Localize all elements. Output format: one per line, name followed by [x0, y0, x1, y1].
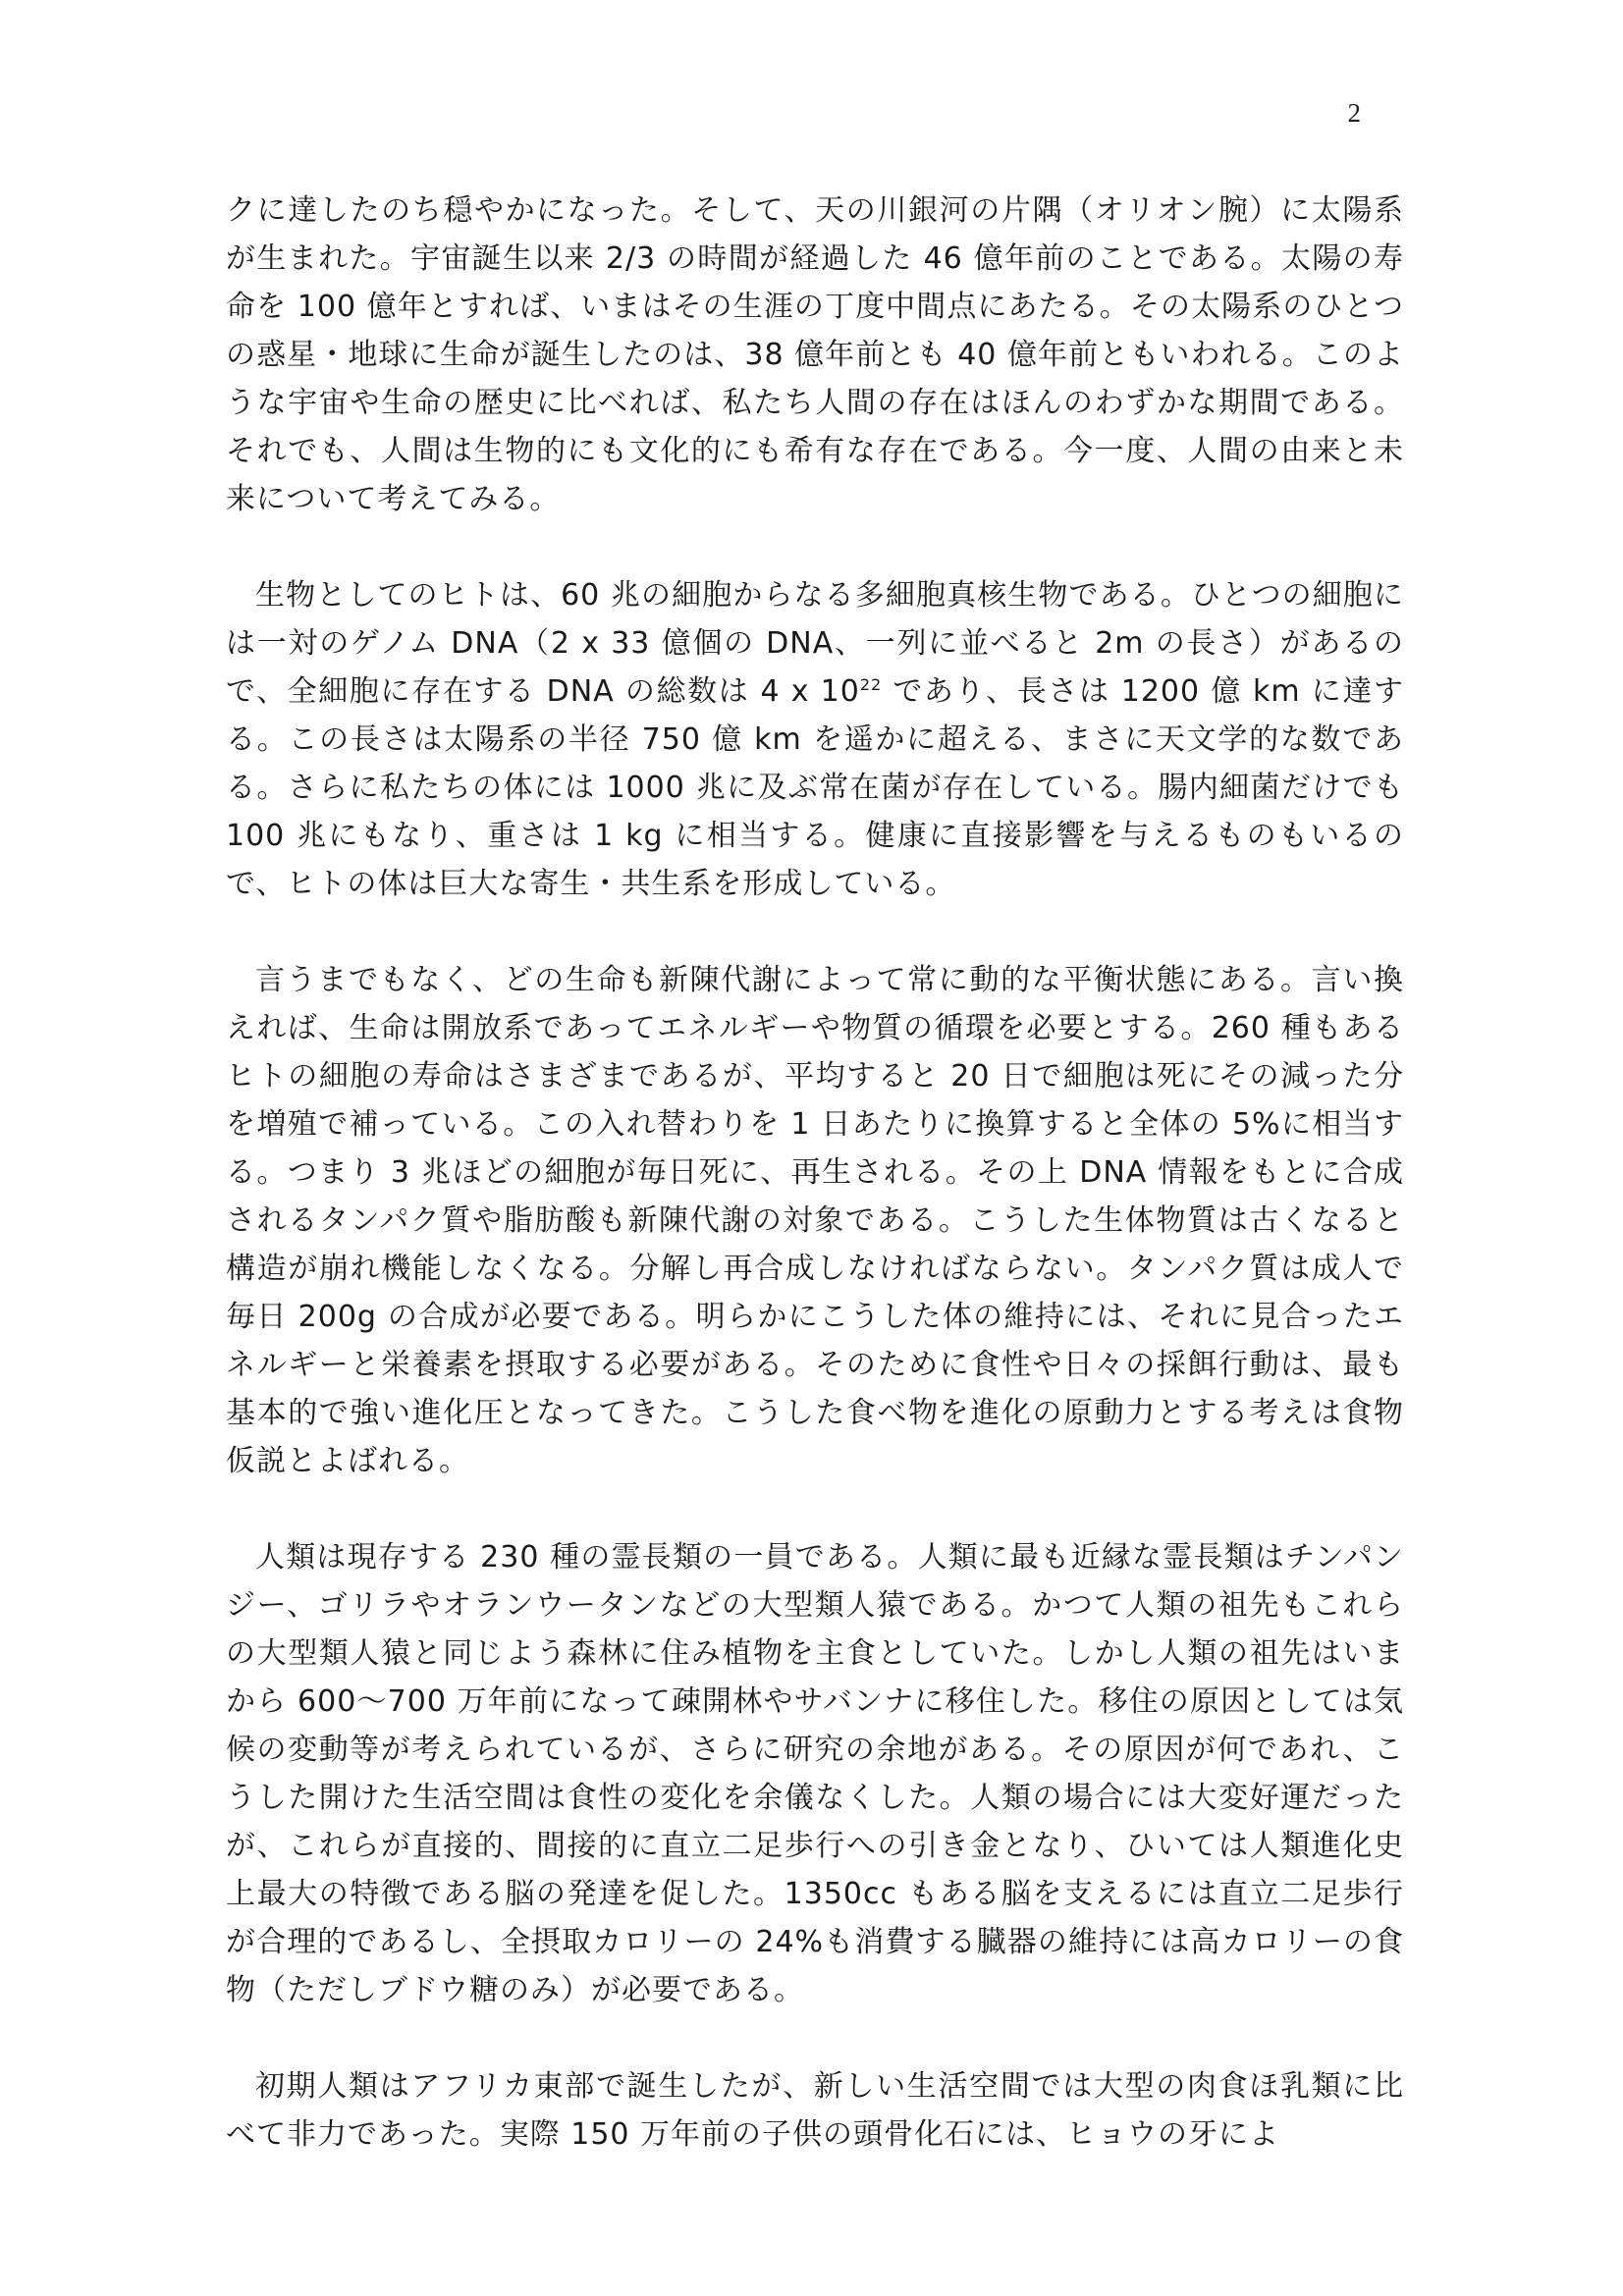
paragraph-3: 言うまでもなく、どの生命も新陳代謝によって常に動的な平衡状態にある。言い換えれば、生命は開放系であってエネルギーや物質の循環を必要とする。260 種もあるヒトの細胞の寿命はさまざまであるが、平均すると 20 日で細胞は死にその減った分を増殖で補っている。この入れ替わりを 1 日あたりに換算すると全体の 5%に相当する。つまり 3 兆ほどの細胞が毎日死に、再生される。その上 DNA 情報をもとに合成されるタンパク質や脂肪酸も新陳代謝の対象である。こうした生体物質は古くなると構造が崩れ機能しなくなる。分解し再合成しなければならない。タンパク質は成人で毎日 200g の合成が必要である。明らかにこうした体の維持には、それに見合ったエネルギーと栄養素を摂取する必要がある。そのために食性や日々の採餌行動は、最も基本的で強い進化圧となってきた。こうした食べ物を進化の原動力とする考えは食物仮説とよばれる。 — [226, 963, 1404, 1478]
exponent: 22 — [859, 675, 883, 694]
paragraph-4: 人類は現存する 230 種の霊長類の一員である。人類に最も近縁な霊長類はチンパンジー、ゴリラやオランウータンなどの大型類人猿である。かつて人類の祖先もこれらの大型類人猿と同じよう森林に住み植物を主食としていた。しかし人類の祖先はいまから 600〜700 万年前になって疎開林やサバンナに移住した。移住の原因としては気候の変動等が考えられているが、さらに研究の余地がある。その原因が何であれ、こうした開けた生活空間は食性の変化を余儀なくした。人類の場合には大変好運だったが、これらが直接的、間接的に直立二足歩行への引き金となり、ひいては人類進化史上最大の特徴である脳の発達を促した。1350cc もある脳を支えるには直立二足歩行が合理的であるし、全摂取カロリーの 24%も消費する臓器の維持には高カロリーの食物（ただしブドウ糖のみ）が必要である。 — [226, 1540, 1404, 2007]
paragraph-5: 初期人類はアフリカ東部で誕生したが、新しい生活空間では大型の肉食ほ乳類に比べて非力であった。実際 150 万年前の子供の頭骨化石には、ヒョウの牙によ — [226, 2069, 1404, 2152]
paragraph-1: クに達したのち穏やかになった。そして、天の川銀河の片隅（オリオン腕）に太陽系が生まれた。宇宙誕生以来 2/3 の時間が経過した 46 億年前のことである。太陽の寿命を 100 億年とすれば、いまはその生涯の丁度中間点にあたる。その太陽系のひとつの惑星・地球に生命が誕生したのは、38 億年前とも 40 億年前ともいわれる。このような宇宙や生命の歴史に比べれば、私たち人間の存在はほんのわずかな期間である。それでも、人間は生物的にも文化的にも希有な存在である。今一度、人間の由来と未来について考えてみる。 — [226, 193, 1404, 516]
paragraph-2 — [226, 571, 1404, 908]
paragraph-2-text: 生物としてのヒトは、60 兆の細胞からなる多細胞真核生物である。ひとつの細胞には一対のゲノム DNA（2 x 33 億個の DNA、一列に並べると 2m の長さ）があるので、全細胞に存在する DNA の総数は 4 x 10 — [226, 578, 1404, 709]
paragraph-2-text-cont: であり、長さは 1200 億 km に達する。この長さは太陽系の半径 750 億 km を遥かに超える、まさに天文学的な数である。さらに私たちの体には 1000 兆に及ぶ常在菌が存在している。腸内細菌だけでも 100 兆にもなり、重さは 1 kg に相当する。健康に直接影響を与えるものもいるので、ヒトの体は巨大な寄生・共生系を形成している。 — [226, 674, 1404, 901]
body-text — [226, 187, 1404, 2159]
page-number: 2 — [1347, 98, 1361, 128]
